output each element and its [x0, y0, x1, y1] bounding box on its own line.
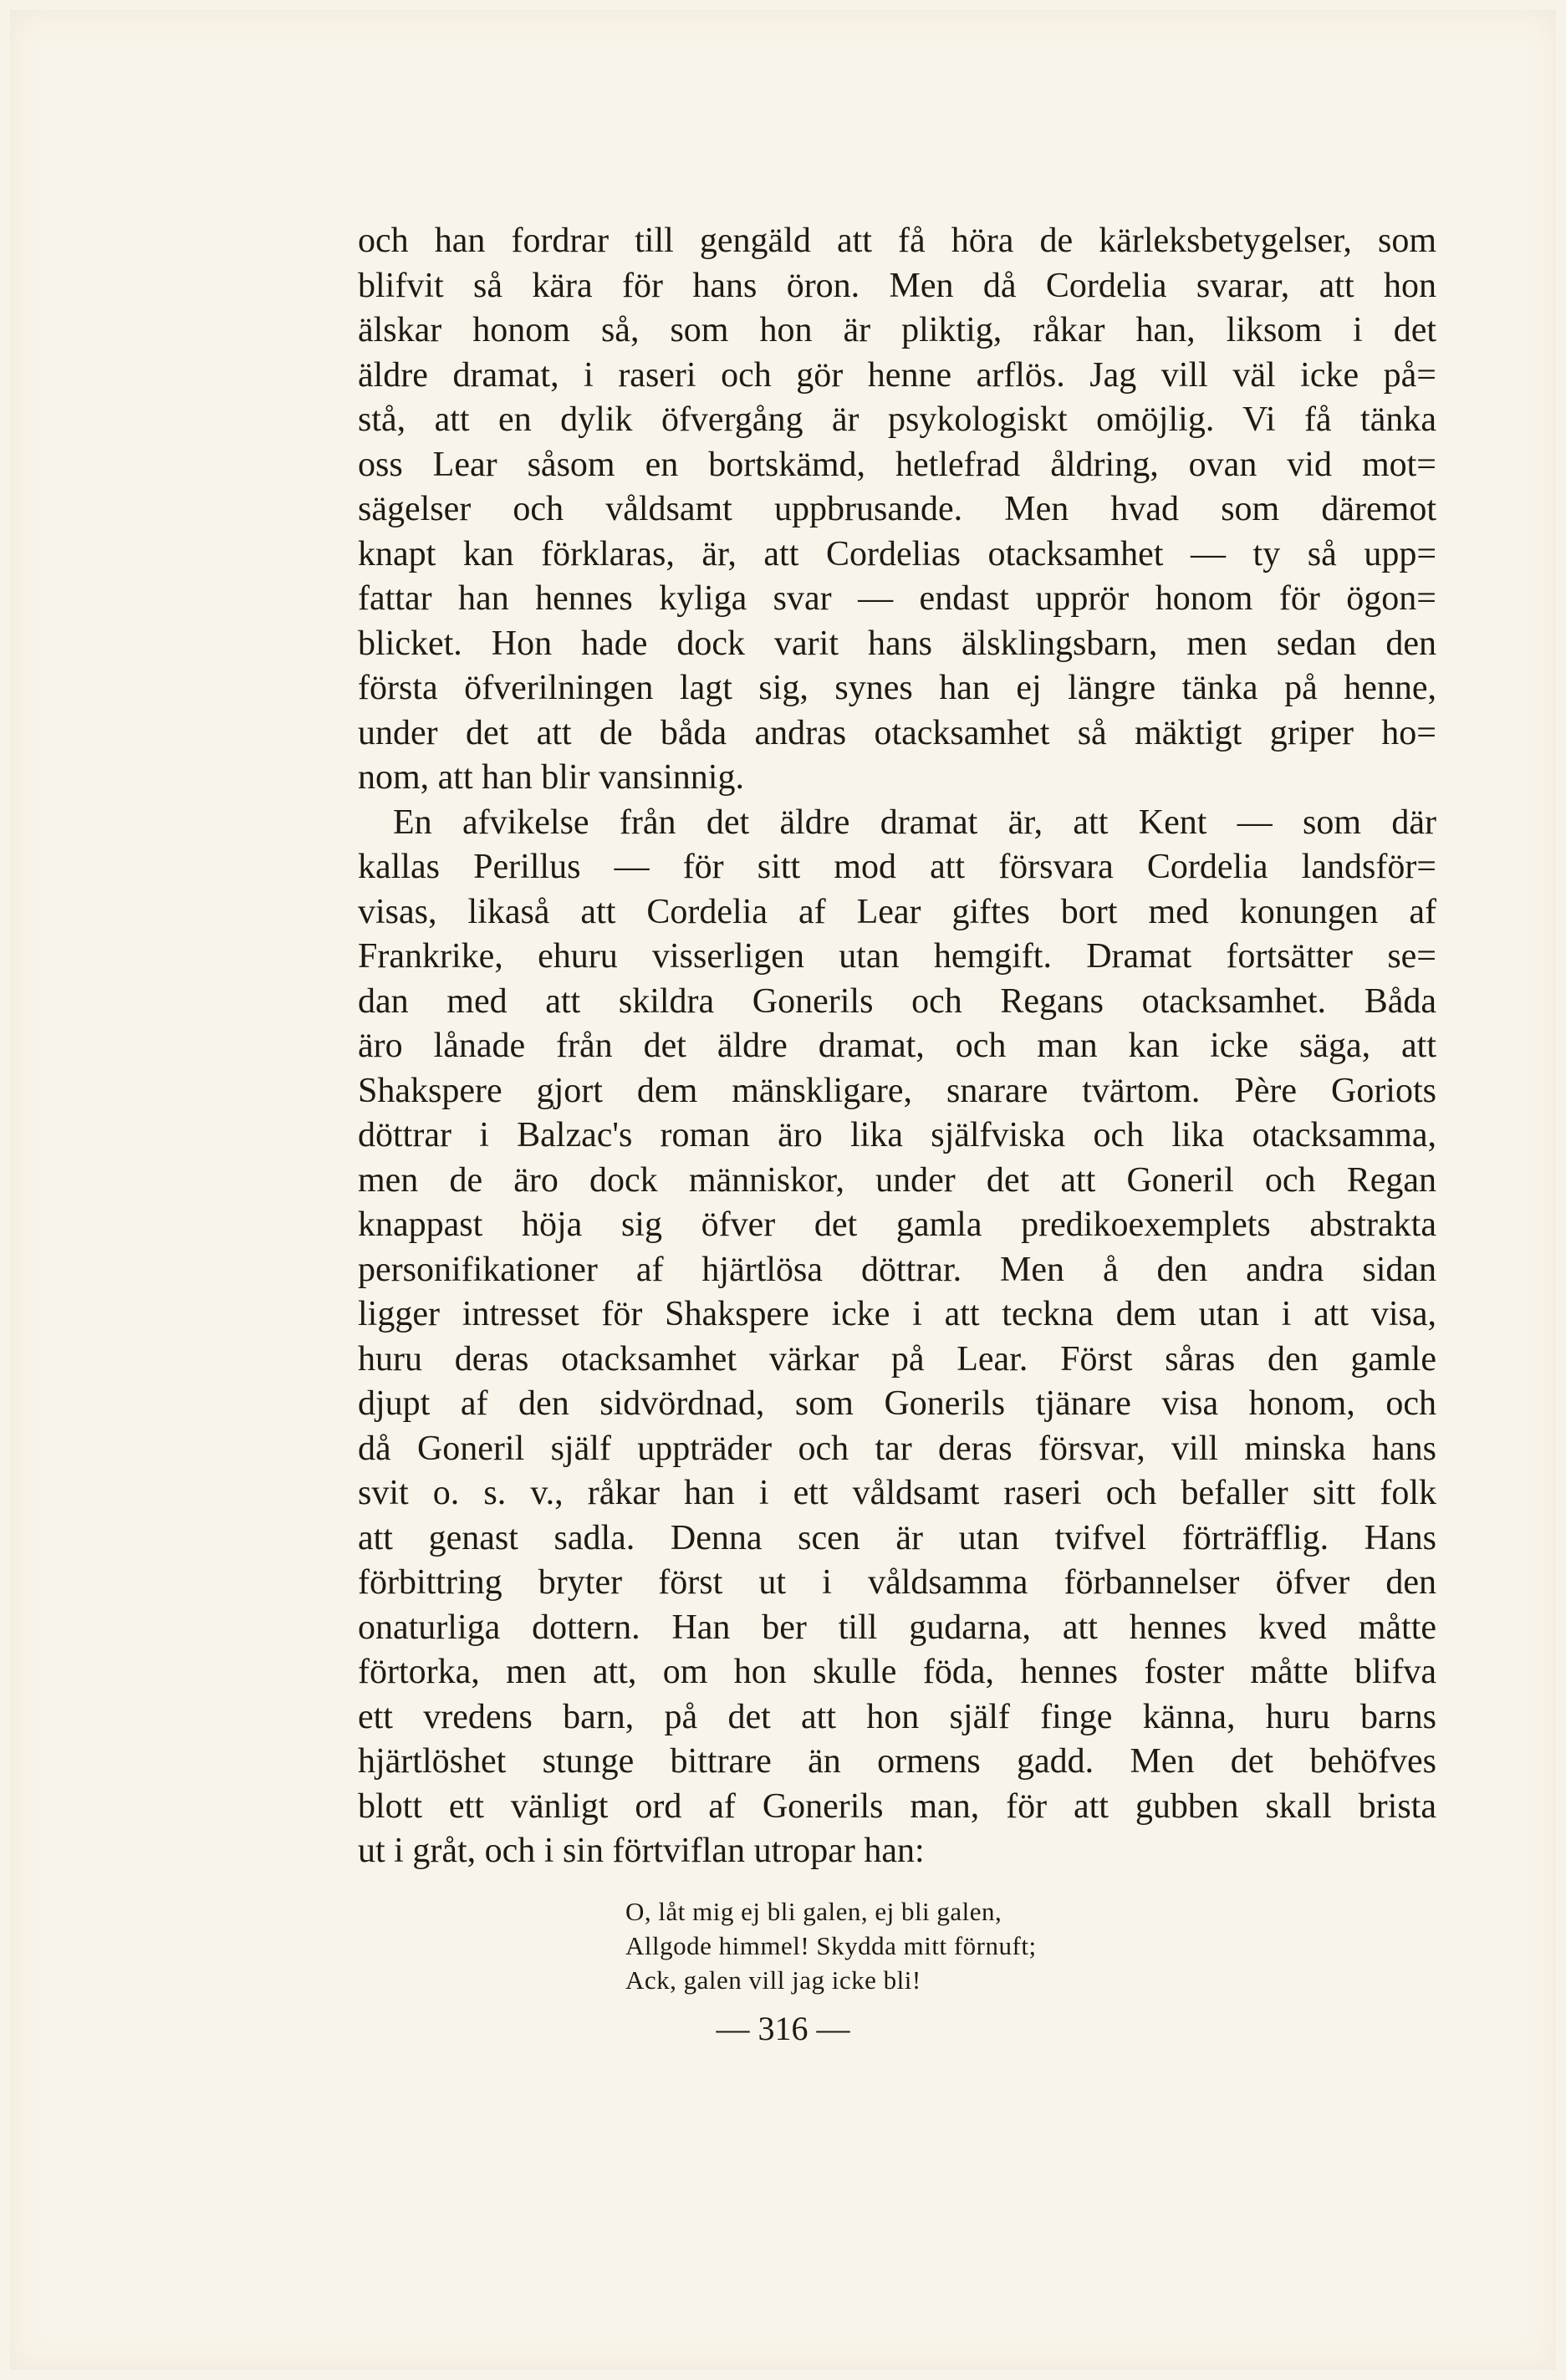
text-line: fattar han hennes kyliga svar — endast upprör honom för ögon= — [358, 579, 1436, 618]
text-line: förtorka, men att, om hon skulle föda, hennes foster måtte blifva — [358, 1653, 1436, 1691]
text-line: Shakspere gjort dem mänskligare, snarare tvärtom. Père Goriots — [358, 1071, 1436, 1110]
text-line: visas, likaså att Cordelia af Lear giftes bort med konungen af — [358, 892, 1436, 931]
body-text — [358, 219, 1436, 1874]
text-line: knapt kan förklaras, är, att Cordelias otacksamhet — ty så upp= — [358, 534, 1436, 573]
page-number: — 316 — — [716, 2010, 850, 2047]
text-line: nom, att han blir vansinnig. — [358, 758, 744, 797]
text-line: onaturliga dottern. Han ber till gudarna, att hennes kved måtte — [358, 1608, 1436, 1647]
text-line: ett vredens barn, på det att hon själf finge känna, huru barns — [358, 1697, 1436, 1736]
text-line: Frankrike, ehuru visserligen utan hemgift. Dramat fortsätter se= — [358, 937, 1436, 976]
text-line: första öfverilningen lagt sig, synes han ej längre tänka på henne, — [358, 669, 1436, 707]
text-line: döttrar i Balzac's roman äro lika själfviska och lika otacksamma, — [358, 1116, 1436, 1154]
verse-line: Ack, galen vill jag icke bli! — [625, 1965, 921, 1995]
text-line: knappast höja sig öfver det gamla predikoexemplets abstrakta — [358, 1205, 1436, 1244]
text-line: älskar honom så, som hon är pliktig, råkar han, liksom i det — [358, 311, 1436, 349]
text-line: djupt af den sidvördnad, som Gonerils tjänare visa honom, och — [358, 1384, 1436, 1423]
text-line: blott ett vänligt ord af Gonerils man, för att gubben skall brista — [358, 1786, 1436, 1826]
text-line: äldre dramat, i raseri och gör henne arflös. Jag vill väl icke på= — [358, 355, 1436, 395]
text-line: dan med att skildra Gonerils och Regans otacksamhet. Båda — [358, 981, 1436, 1021]
text-line: svit o. s. v., råkar han i ett våldsamt raseri och befaller sitt folk — [358, 1474, 1436, 1512]
text-line: hjärtlöshet stunge bittrare än ormens gadd. Men det behöfves — [358, 1742, 1436, 1781]
text-line: huru deras otacksamhet värkar på Lear. Först såras den gamle — [358, 1339, 1436, 1379]
verse-line: Allgode himmel! Skydda mitt förnuft; — [625, 1931, 1037, 1960]
text-line: förbittring bryter först ut i våldsamma förbannelser öfver den — [358, 1563, 1436, 1602]
text-line: En afvikelse från det äldre dramat är, att Kent — som där — [393, 803, 1436, 842]
text-line: stå, att en dylik öfvergång är psykologiskt omöjlig. Vi få tänka — [358, 400, 1436, 439]
verse-quote — [625, 1894, 1294, 1997]
text-line: sägelser och våldsamt uppbrusande. Men hvad som däremot — [358, 490, 1436, 528]
verse-line: O, låt mig ej bli galen, ej bli galen, — [625, 1897, 1002, 1926]
text-line: under det att de båda andras otacksamhet så mäktigt griper ho= — [358, 713, 1436, 752]
text-line: ligger intresset för Shakspere icke i att teckna dem utan i att visa, — [358, 1295, 1436, 1333]
text-line: ut i gråt, och i sin förtviflan utropar han: — [358, 1832, 925, 1870]
paragraph-2 — [358, 801, 1436, 1874]
text-line: kallas Perillus — för sitt mod att försvara Cordelia landsför= — [358, 848, 1436, 886]
text-line: blicket. Hon hade dock varit hans älsklingsbarn, men sedan den — [358, 624, 1436, 663]
text-line: men de äro dock människor, under det att Goneril och Regan — [358, 1160, 1436, 1200]
text-line: att genast sadla. Denna scen är utan tvifvel förträfflig. Hans — [358, 1518, 1436, 1557]
text-line: och han fordrar till gengäld att få höra de kärleksbetygelser, som — [358, 222, 1436, 260]
text-line: oss Lear såsom en bortskämd, hetlefrad åldring, ovan vid mot= — [358, 445, 1436, 484]
text-line: blifvit så kära för hans öron. Men då Cordelia svarar, att hon — [358, 266, 1436, 305]
text-line: då Goneril själf uppträder och tar deras försvar, vill minska hans — [358, 1429, 1436, 1468]
text-line: personifikationer af hjärtlösa döttrar. Men å den andra sidan — [358, 1250, 1436, 1289]
text-line: äro lånade från det äldre dramat, och man kan icke säga, att — [358, 1027, 1436, 1065]
paragraph-1 — [358, 219, 1436, 801]
